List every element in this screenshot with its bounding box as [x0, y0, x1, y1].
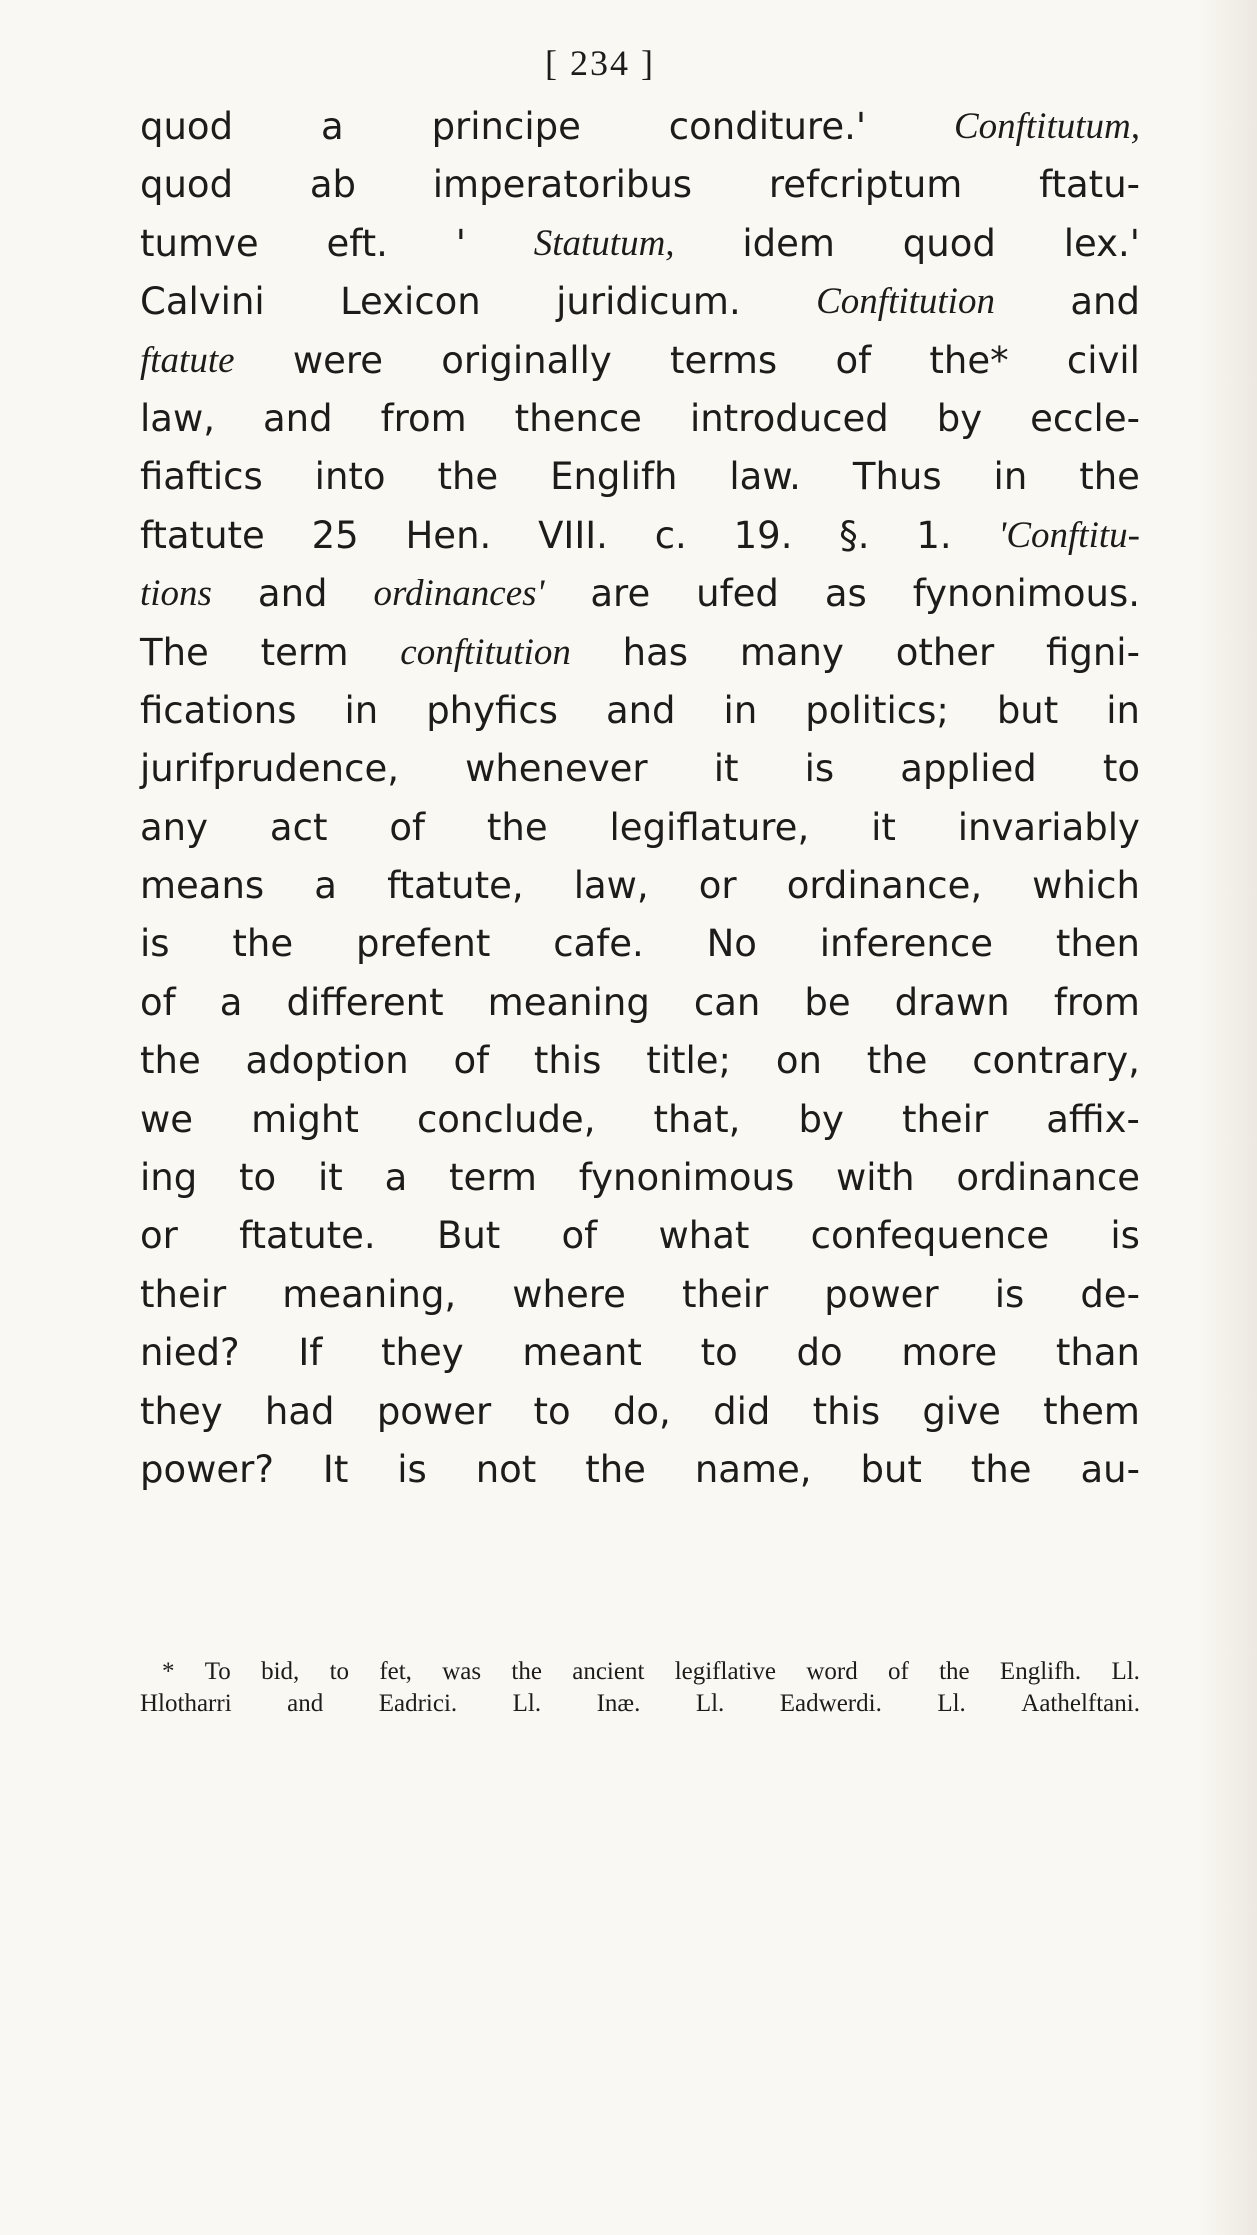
- word: not: [475, 1447, 537, 1491]
- word: meaning: [487, 980, 650, 1024]
- word: in: [723, 688, 758, 732]
- footnote: [140, 1656, 1140, 1720]
- word: the: [140, 1039, 201, 1083]
- word: in: [1106, 688, 1140, 732]
- word: ftatute: [140, 513, 265, 557]
- word: ancient: [572, 1658, 645, 1685]
- word: tumve: [140, 221, 259, 265]
- text-line: [140, 565, 1140, 623]
- word: a: [314, 864, 337, 908]
- word: it: [871, 805, 896, 849]
- word: thence: [514, 396, 642, 440]
- word: to: [1102, 747, 1140, 791]
- word: introduced: [689, 396, 889, 440]
- word: adoption: [245, 1039, 409, 1083]
- word: ftatute,: [387, 864, 524, 908]
- word: their: [681, 1272, 769, 1316]
- word: invariably: [957, 805, 1140, 849]
- word: of: [887, 1658, 909, 1685]
- word: But: [436, 1214, 501, 1258]
- word: are: [590, 572, 651, 616]
- word: where: [512, 1272, 626, 1316]
- word: power?: [140, 1447, 274, 1491]
- text-line: [140, 974, 1140, 1032]
- word: idem: [742, 221, 835, 265]
- word: and: [287, 1690, 324, 1717]
- word: and: [262, 396, 333, 440]
- text-line: [140, 740, 1140, 798]
- word: word: [806, 1658, 858, 1685]
- word: might: [251, 1097, 359, 1141]
- word: name,: [694, 1447, 812, 1491]
- word: in: [993, 455, 1028, 499]
- word: confequence: [810, 1214, 1050, 1258]
- page-number: [ 234 ]: [545, 43, 655, 83]
- word: Ll.: [512, 1690, 542, 1717]
- word: It: [322, 1447, 349, 1491]
- word: au-: [1080, 1447, 1140, 1491]
- word: than: [1055, 1331, 1140, 1375]
- word: prefent: [355, 922, 491, 966]
- text-line: [140, 1207, 1140, 1265]
- text-line: [140, 1324, 1140, 1382]
- word: but: [860, 1447, 922, 1491]
- word: Ll.: [695, 1690, 725, 1717]
- word: conclude,: [416, 1097, 596, 1141]
- word: contrary,: [972, 1039, 1140, 1083]
- word: ftatute.: [239, 1214, 376, 1258]
- text-line: [140, 1688, 1140, 1720]
- word: 19.: [733, 513, 793, 557]
- word: power: [376, 1389, 492, 1433]
- word: phyfics: [426, 688, 558, 732]
- word: ordinance,: [786, 864, 983, 908]
- word: any: [140, 805, 209, 849]
- word: to: [700, 1331, 738, 1375]
- word: fet,: [379, 1658, 412, 1685]
- word: title;: [646, 1039, 732, 1083]
- word: the: [437, 455, 499, 499]
- word: Lexicon: [340, 280, 481, 324]
- word: meaning,: [282, 1272, 457, 1316]
- word: If: [298, 1331, 323, 1375]
- word: The: [140, 630, 209, 674]
- word: is: [994, 1272, 1025, 1316]
- word: VIII.: [538, 513, 608, 557]
- word: tions: [140, 573, 212, 615]
- word: of: [835, 338, 872, 382]
- body-text: [140, 98, 1140, 1499]
- word: terms: [670, 338, 778, 382]
- word: ordinances': [373, 573, 545, 615]
- word: the: [232, 922, 294, 966]
- word: and: [605, 688, 676, 732]
- word: law,: [140, 396, 215, 440]
- word: No: [706, 922, 757, 966]
- word: conditure.': [668, 105, 867, 148]
- word: can: [693, 980, 761, 1024]
- word: a: [219, 980, 243, 1024]
- word: 'Conftitu-: [998, 514, 1140, 556]
- word: lex.': [1063, 221, 1140, 265]
- word: 1.: [916, 513, 952, 557]
- word: many: [739, 630, 844, 674]
- word: from: [1053, 980, 1140, 1024]
- word: them: [1043, 1389, 1140, 1433]
- word: that,: [653, 1097, 741, 1141]
- word: act: [269, 805, 328, 849]
- word: juridicum.: [556, 280, 741, 324]
- word: the: [486, 805, 548, 849]
- word: which: [1032, 864, 1140, 908]
- word: the: [866, 1039, 928, 1083]
- text-line: [140, 799, 1140, 857]
- word: §.: [839, 513, 870, 557]
- word: Statutum,: [533, 222, 675, 264]
- word: is: [1110, 1214, 1140, 1258]
- word: on: [775, 1039, 822, 1083]
- word: a: [320, 105, 344, 148]
- word: figni-: [1046, 630, 1140, 674]
- word: nied?: [140, 1331, 240, 1375]
- text-line: [140, 1032, 1140, 1090]
- word: this: [533, 1039, 602, 1083]
- text-line: [140, 1266, 1140, 1324]
- word: civil: [1066, 338, 1140, 382]
- word: ftatu-: [1039, 163, 1140, 207]
- word: Calvini: [140, 280, 265, 324]
- word: to: [329, 1658, 350, 1685]
- word: be: [804, 980, 851, 1024]
- word: means: [140, 864, 265, 908]
- word: do: [796, 1331, 843, 1375]
- word: their: [901, 1097, 989, 1141]
- word: de-: [1080, 1272, 1140, 1316]
- word: the: [1079, 455, 1140, 499]
- text-line: [140, 98, 1140, 156]
- word: in: [344, 688, 379, 732]
- word: Conftitutum,: [953, 106, 1140, 147]
- word: refcriptum: [768, 163, 963, 207]
- word: the*: [929, 338, 1009, 382]
- word: jurifprudence,: [140, 747, 399, 791]
- word: the: [511, 1658, 542, 1685]
- word: has: [622, 630, 689, 674]
- word: is: [397, 1447, 427, 1491]
- word: politics;: [805, 688, 949, 732]
- word: c.: [654, 513, 687, 557]
- word: meant: [522, 1331, 642, 1375]
- word: Inæ.: [596, 1690, 641, 1717]
- word: the: [585, 1447, 646, 1491]
- word: conftitution: [400, 631, 571, 673]
- word: quod: [140, 105, 234, 148]
- word: of: [389, 805, 426, 849]
- word: Hlotharri: [140, 1690, 232, 1717]
- word: of: [453, 1039, 490, 1083]
- word: fications: [140, 688, 297, 732]
- word: Ll.: [1111, 1658, 1140, 1685]
- word: Englifh: [550, 455, 678, 499]
- text-line: [140, 1656, 1140, 1688]
- word: then: [1055, 922, 1140, 966]
- text-line: [140, 915, 1140, 973]
- word: their: [140, 1272, 227, 1316]
- word: different: [286, 980, 444, 1024]
- word: term: [260, 630, 349, 674]
- word: Eadwerdi.: [779, 1690, 882, 1717]
- word: Ll.: [937, 1690, 966, 1717]
- word: fynonimous.: [912, 572, 1140, 616]
- text-line: [140, 624, 1140, 682]
- word: Hen.: [405, 513, 492, 557]
- text-line: [140, 215, 1140, 273]
- word: legiflature,: [609, 805, 810, 849]
- word: what: [658, 1214, 750, 1258]
- text-line: [140, 1091, 1140, 1149]
- word: into: [314, 455, 386, 499]
- page-gutter-shadow: [1197, 0, 1257, 2235]
- word: with: [836, 1156, 915, 1200]
- word: and: [1070, 280, 1140, 324]
- word: of: [140, 980, 176, 1024]
- word: by: [798, 1097, 844, 1141]
- word: as: [824, 572, 867, 616]
- word: did: [713, 1389, 771, 1433]
- word: quod: [140, 163, 234, 207]
- word: law,: [573, 864, 649, 908]
- word: term: [449, 1156, 537, 1200]
- word: fynonimous: [578, 1156, 795, 1200]
- word: were: [292, 338, 383, 382]
- word: whenever: [465, 747, 648, 791]
- word: power: [824, 1272, 939, 1316]
- text-line: [140, 1441, 1140, 1499]
- text-line: [140, 682, 1140, 740]
- word: ': [455, 221, 466, 265]
- word: had: [264, 1389, 335, 1433]
- word: drawn: [894, 980, 1010, 1024]
- text-line: [140, 156, 1140, 214]
- word: to: [533, 1389, 571, 1433]
- word: other: [895, 630, 995, 674]
- word: fiaftics: [140, 455, 263, 499]
- word: it: [713, 747, 739, 791]
- word: Eadrici.: [378, 1690, 458, 1717]
- word: more: [901, 1331, 998, 1375]
- text-line: [140, 273, 1140, 331]
- word: they: [140, 1389, 223, 1433]
- word: eft.: [326, 221, 388, 265]
- word: is: [804, 747, 835, 791]
- word: to: [239, 1156, 277, 1200]
- word: law.: [729, 455, 801, 499]
- word: quod: [902, 221, 996, 265]
- word: and: [257, 572, 328, 616]
- word: ufed: [696, 572, 779, 616]
- text-line: [140, 448, 1140, 506]
- word: is: [140, 922, 170, 966]
- text-line: [140, 507, 1140, 565]
- word: this: [812, 1389, 881, 1433]
- text-line: [140, 857, 1140, 915]
- word: affix-: [1046, 1097, 1140, 1141]
- word: or: [140, 1214, 178, 1258]
- word: it: [317, 1156, 343, 1200]
- word: inference: [819, 922, 993, 966]
- word: Thus: [852, 455, 942, 499]
- text-line: [140, 390, 1140, 448]
- word: Englifh.: [999, 1658, 1082, 1685]
- word: eccle-: [1030, 396, 1140, 440]
- word: the: [939, 1658, 970, 1685]
- word: applied: [900, 747, 1037, 791]
- word: give: [922, 1389, 1001, 1433]
- word: ab: [309, 163, 356, 207]
- word: Aathelftani.: [1021, 1690, 1140, 1717]
- word: ftatute: [140, 339, 235, 381]
- word: originally: [441, 338, 612, 382]
- word: cafe.: [553, 922, 644, 966]
- word: a: [384, 1156, 408, 1200]
- word: ing: [140, 1156, 198, 1200]
- word: To: [204, 1658, 231, 1685]
- word: 25: [311, 513, 359, 557]
- word: do,: [612, 1389, 671, 1433]
- word: by: [936, 396, 983, 440]
- text-line: [140, 332, 1140, 390]
- text-line: [140, 1149, 1140, 1207]
- word: of: [561, 1214, 598, 1258]
- word: from: [380, 396, 467, 440]
- word: or: [698, 864, 737, 908]
- word: Conftitution: [816, 281, 995, 323]
- word: imperatoribus: [432, 163, 693, 207]
- word: *: [162, 1658, 175, 1685]
- word: principe: [431, 105, 581, 148]
- word: ordinance: [956, 1156, 1140, 1200]
- word: legiflative: [674, 1658, 777, 1685]
- text-line: [140, 1383, 1140, 1441]
- word: was: [442, 1658, 482, 1685]
- word: bid,: [261, 1658, 300, 1685]
- word: but: [996, 688, 1059, 732]
- word: we: [140, 1097, 194, 1141]
- word: the: [970, 1447, 1032, 1491]
- word: they: [381, 1331, 464, 1375]
